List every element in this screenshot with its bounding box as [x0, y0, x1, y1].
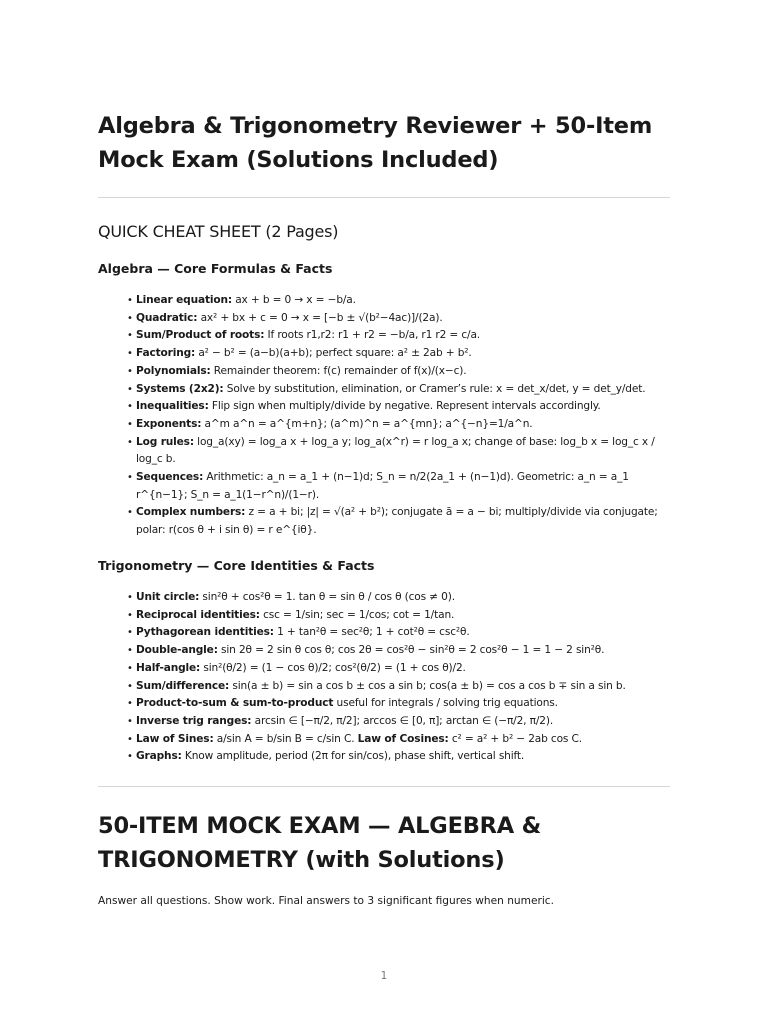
trigonometry-identity-list	[128, 589, 672, 766]
algebra-heading: Algebra — Core Formulas & Facts	[98, 261, 333, 276]
trig-item	[128, 713, 672, 731]
section-divider	[98, 197, 670, 198]
algebra-item	[128, 310, 672, 328]
bullet-label: Systems (2x2):	[136, 382, 224, 395]
bullet-label: Complex numbers:	[136, 506, 246, 519]
algebra-item	[128, 504, 672, 539]
algebra-item	[128, 434, 672, 469]
trig-item	[128, 642, 672, 660]
document-title: Algebra & Trigonometry Reviewer + 50-Item Mock Exam (Solutions Included)	[98, 113, 653, 173]
bullet-label: Product-to-sum & sum-to-product	[136, 697, 334, 710]
algebra-item	[128, 381, 672, 399]
bullet-text: Solve by substitution, elimination, or Cramer’s rule: x = det_x/det, y = det_y/det.	[223, 382, 646, 395]
bullet-label: Linear equation:	[136, 294, 232, 306]
bullet-text: useful for integrals / solving trig equations.	[333, 697, 558, 710]
algebra-item	[128, 469, 672, 504]
bullet-text: csc = 1/sin; sec = 1/cos; cot = 1/tan.	[259, 608, 455, 621]
bullet-label: Inequalities:	[136, 400, 209, 413]
trig-item	[128, 731, 672, 749]
bullet-text: sin²(θ/2) = (1 − cos θ)/2; cos²(θ/2) = (1 + cos θ)/2.	[200, 661, 466, 674]
bullet-text: z = a + bi; |z| = √(a² + b²); conjugate ā = a − bi; multiply/divide via conjugate; polar: r(cos θ + i sin θ) = r e^{iθ}.	[136, 506, 658, 537]
bullet-label: Polynomials:	[136, 364, 211, 377]
bullet-label: Exponents:	[136, 417, 202, 430]
algebra-item	[128, 363, 672, 381]
bullet-label: Unit circle:	[136, 591, 200, 603]
bullet-label: Double-angle:	[136, 644, 218, 657]
page-number: 1	[380, 970, 388, 982]
bullet-text: Flip sign when multiply/divide by negative. Represent intervals accordingly.	[208, 400, 601, 413]
bullet-text: If roots r1,r2: r1 + r2 = −b/a, r1 r2 = c/a.	[264, 329, 481, 342]
bullet-label: Sum/difference:	[136, 679, 230, 692]
section-divider	[98, 786, 670, 787]
bullet-text: a^m a^n = a^{m+n}; (a^m)^n = a^{mn}; a^{−n}=1/a^n.	[201, 417, 533, 430]
bullet-label: Sum/Product of roots:	[136, 329, 265, 342]
bullet-text: sin 2θ = 2 sin θ cos θ; cos 2θ = cos²θ − sin²θ = 2 cos²θ − 1 = 1 − 2 sin²θ.	[217, 644, 605, 657]
bullet-label: Law of Sines:	[136, 732, 214, 745]
bullet-label: Law of Cosines:	[357, 732, 449, 745]
trig-item	[128, 589, 672, 607]
trig-item	[128, 695, 672, 713]
bullet-text: ax + b = 0 → x = −b/a.	[231, 294, 356, 306]
bullet-text: a² − b² = (a−b)(a+b); perfect square: a² ± 2ab + b².	[195, 347, 472, 360]
algebra-item	[128, 416, 672, 434]
trig-item	[128, 607, 672, 625]
bullet-text: 1 + tan²θ = sec²θ; 1 + cot²θ = csc²θ.	[273, 626, 470, 639]
algebra-item	[128, 292, 672, 310]
bullet-label: Log rules:	[136, 435, 194, 448]
bullet-text: log_a(xy) = log_a x + log_a y; log_a(x^r) = r log_a x; change of base: log_b x = log_c x / log_c b.	[136, 435, 655, 466]
trig-item	[128, 660, 672, 678]
bullet-text: Know amplitude, period (2π for sin/cos), phase shift, vertical shift.	[181, 750, 525, 763]
trig-item	[128, 624, 672, 642]
algebra-formula-list	[128, 292, 672, 540]
bullet-text: Remainder theorem: f(c) remainder of f(x)/(x−c).	[210, 364, 467, 377]
bullet-label: Graphs:	[136, 750, 182, 763]
bullet-text: sin²θ + cos²θ = 1. tan θ = sin θ / cos θ (cos ≠ 0).	[199, 591, 455, 603]
bullet-label: Sequences:	[136, 471, 204, 484]
trigonometry-heading: Trigonometry — Core Identities & Facts	[98, 558, 375, 573]
trig-item	[128, 748, 672, 766]
bullet-label: Quadratic:	[136, 311, 198, 324]
bullet-label: Pythagorean identities:	[136, 626, 274, 639]
algebra-item	[128, 345, 672, 363]
bullet-label: Half-angle:	[136, 661, 201, 674]
algebra-item	[128, 327, 672, 345]
cheat-sheet-heading: QUICK CHEAT SHEET (2 Pages)	[98, 222, 339, 241]
bullet-label: Reciprocal identities:	[136, 608, 260, 621]
bullet-text: sin(a ± b) = sin a cos b ± cos a sin b; cos(a ± b) = cos a cos b ∓ sin a sin b.	[229, 679, 626, 692]
exam-title: 50-ITEM MOCK EXAM — ALGEBRA & TRIGONOMETRY (with Solutions)	[98, 813, 542, 873]
bullet-text: c² = a² + b² − 2ab cos C.	[448, 732, 582, 745]
bullet-label: Factoring:	[136, 347, 196, 360]
bullet-text: ax² + bx + c = 0 → x = [−b ± √(b²−4ac)]/(2a).	[197, 311, 443, 324]
exam-instructions: Answer all questions. Show work. Final answers to 3 significant figures when numeric.	[98, 895, 554, 907]
bullet-text: arcsin ∈ [−π/2, π/2]; arccos ∈ [0, π]; arctan ∈ (−π/2, π/2).	[251, 714, 554, 727]
bullet-label: Inverse trig ranges:	[136, 714, 252, 727]
bullet-text: Arithmetic: a_n = a_1 + (n−1)d; S_n = n/2(2a_1 + (n−1)d). Geometric: a_n = a_1 r^{n−1}; S_n = a_1(1−r^n)/(1−r).	[136, 471, 629, 501]
algebra-item	[128, 398, 672, 416]
trig-item	[128, 678, 672, 696]
bullet-text: a/sin A = b/sin B = c/sin C.	[213, 732, 358, 745]
